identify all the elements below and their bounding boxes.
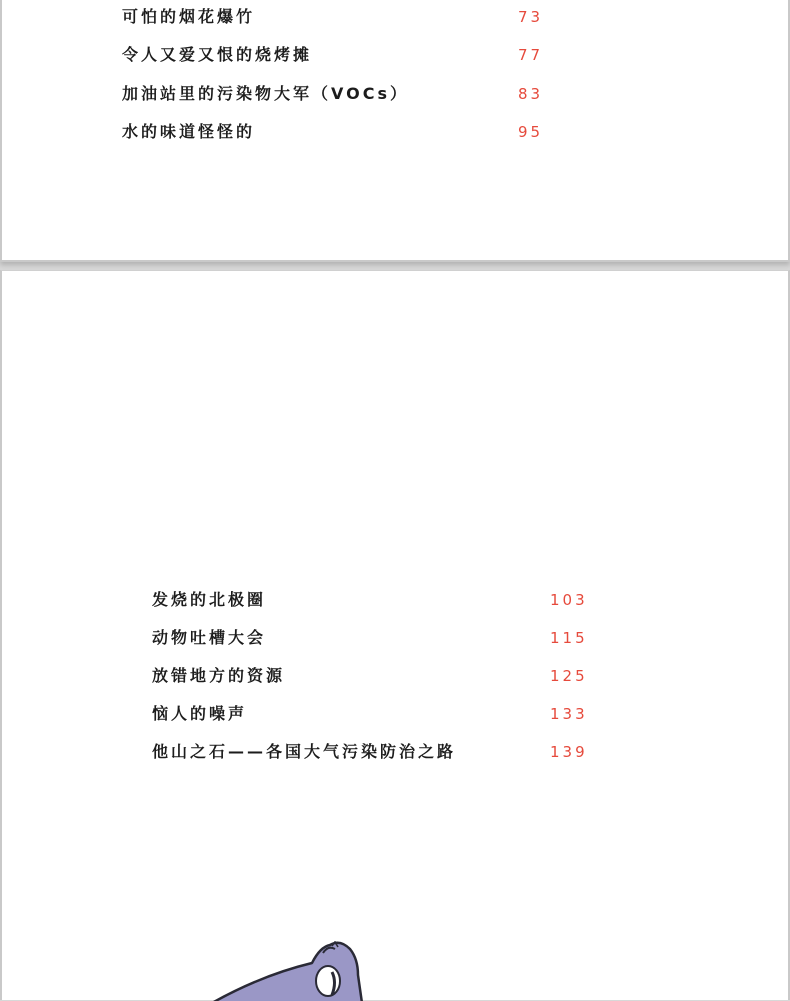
toc-entry-title: 令人又爱又恨的烧烤摊 [122,45,313,64]
cartoon-cat-head-icon [172,941,412,1001]
toc-entry-title: 加油站里的污染物大军（VOCs） [122,84,409,103]
toc-entry-title: 水的味道怪怪的 [122,122,256,141]
toc-entry-page: 125 [550,667,588,685]
cat-eye-white [316,966,340,996]
toc-entry-title: 可怕的烟花爆竹 [122,7,256,26]
toc-entry-page: 95 [518,123,544,141]
toc-entry-title: 动物吐槽大会 [152,628,267,647]
toc-entry-page: 115 [550,629,588,647]
toc-page-bottom [0,270,790,1000]
toc-entry-title: 放错地方的资源 [152,666,286,685]
toc-entry-title: 发烧的北极圈 [152,590,267,609]
toc-entry-title: 恼人的噪声 [152,704,248,723]
toc-entry-title: 他山之石——各国大气污染防治之路 [152,742,457,761]
toc-page-top [0,0,790,262]
toc-entry-page: 73 [518,8,544,26]
toc-entry-page: 77 [518,46,544,64]
toc-entry-page: 133 [550,705,588,723]
toc-entry-page: 83 [518,85,544,103]
toc-entry-page: 139 [550,743,588,761]
toc-entry-page: 103 [550,591,588,609]
cat-head-shape [212,943,362,1001]
